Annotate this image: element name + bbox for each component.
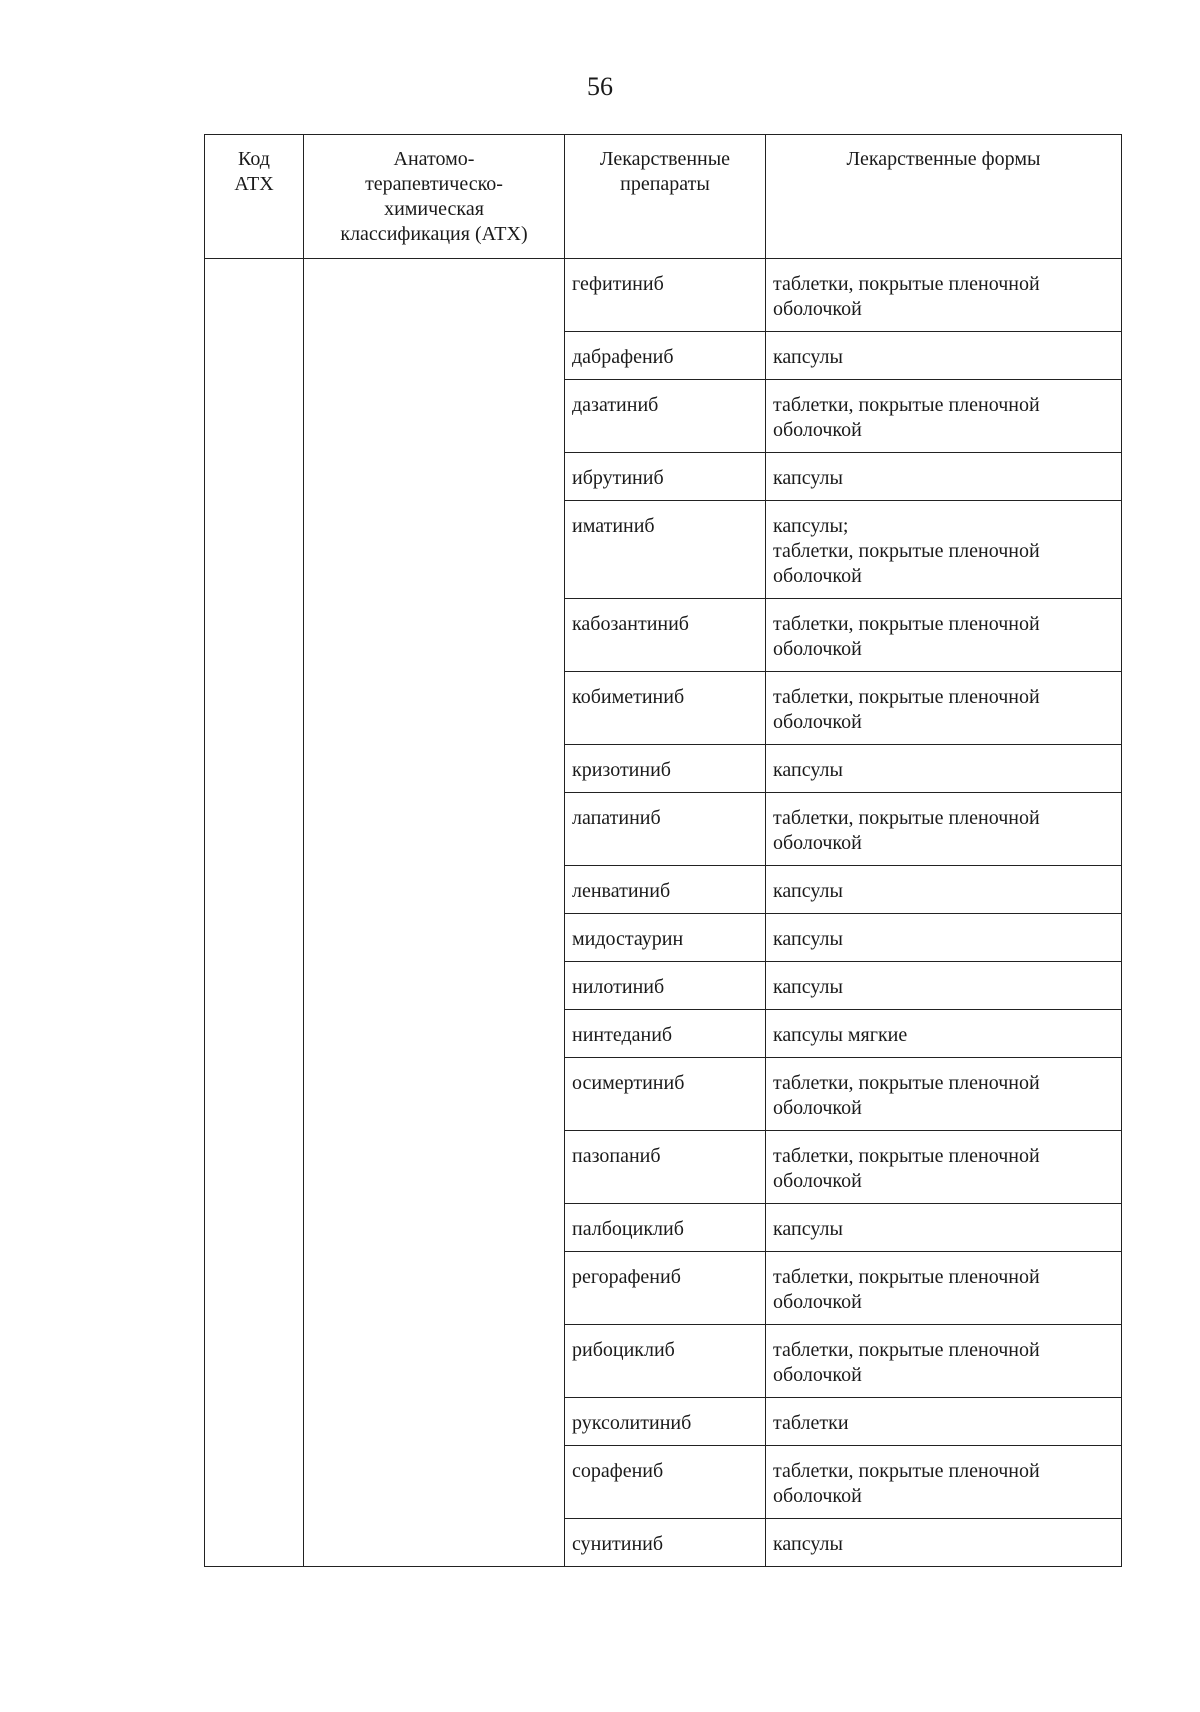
dosage-form: капсулы xyxy=(766,745,1122,793)
drug-name: гефитиниб xyxy=(565,259,766,332)
drug-name: мидостаурин xyxy=(565,914,766,962)
dosage-form: капсулы; таблетки, покрытые пленочной оболочкой xyxy=(766,501,1122,599)
header-dosage-forms: Лекарственные формы xyxy=(766,135,1122,259)
drug-name: дабрафениб xyxy=(565,332,766,380)
drug-name: кобиметиниб xyxy=(565,672,766,745)
dosage-form: таблетки, покрытые пленочной оболочкой xyxy=(766,380,1122,453)
dosage-form: капсулы xyxy=(766,914,1122,962)
dosage-form: капсулы мягкие xyxy=(766,1010,1122,1058)
dosage-form: таблетки, покрытые пленочной оболочкой xyxy=(766,1131,1122,1204)
drug-name: ленватиниб xyxy=(565,866,766,914)
dosage-form: капсулы xyxy=(766,1519,1122,1567)
dosage-form: таблетки, покрытые пленочной оболочкой xyxy=(766,1252,1122,1325)
drug-table xyxy=(204,134,1122,1567)
drug-name: руксолитиниб xyxy=(565,1398,766,1446)
dosage-form: таблетки, покрытые пленочной оболочкой xyxy=(766,599,1122,672)
dosage-form: таблетки, покрытые пленочной оболочкой xyxy=(766,672,1122,745)
header-atx-classification: Анатомо- терапевтическо- химическая классификация (АТХ) xyxy=(304,135,565,259)
dosage-form: капсулы xyxy=(766,962,1122,1010)
drug-name: сунитиниб xyxy=(565,1519,766,1567)
drug-name: иматиниб xyxy=(565,501,766,599)
dosage-form: таблетки, покрытые пленочной оболочкой xyxy=(766,259,1122,332)
atx-classification-cell xyxy=(304,259,565,1567)
dosage-form: капсулы xyxy=(766,866,1122,914)
table-row xyxy=(205,259,1122,332)
code-atx-cell xyxy=(205,259,304,1567)
dosage-form: таблетки, покрытые пленочной оболочкой xyxy=(766,1446,1122,1519)
dosage-form: таблетки, покрытые пленочной оболочкой xyxy=(766,1058,1122,1131)
page-number: 56 xyxy=(587,72,613,101)
drug-name: нилотиниб xyxy=(565,962,766,1010)
dosage-form: капсулы xyxy=(766,453,1122,501)
drug-name: кризотиниб xyxy=(565,745,766,793)
dosage-form: таблетки, покрытые пленочной оболочкой xyxy=(766,1325,1122,1398)
table-header-row xyxy=(205,135,1122,259)
drug-name: ибрутиниб xyxy=(565,453,766,501)
drug-name: нинтеданиб xyxy=(565,1010,766,1058)
drug-name: рибоциклиб xyxy=(565,1325,766,1398)
dosage-form: капсулы xyxy=(766,332,1122,380)
drug-name: кабозантиниб xyxy=(565,599,766,672)
dosage-form: таблетки, покрытые пленочной оболочкой xyxy=(766,793,1122,866)
dosage-form: капсулы xyxy=(766,1204,1122,1252)
header-code-atx: Код АТХ xyxy=(205,135,304,259)
drug-name: сорафениб xyxy=(565,1446,766,1519)
drug-name: осимертиниб xyxy=(565,1058,766,1131)
drug-name: пазопаниб xyxy=(565,1131,766,1204)
header-drugs: Лекарственные препараты xyxy=(565,135,766,259)
drug-name: дазатиниб xyxy=(565,380,766,453)
dosage-form: таблетки xyxy=(766,1398,1122,1446)
drug-name: лапатиниб xyxy=(565,793,766,866)
drug-name: регорафениб xyxy=(565,1252,766,1325)
drug-name: палбоциклиб xyxy=(565,1204,766,1252)
